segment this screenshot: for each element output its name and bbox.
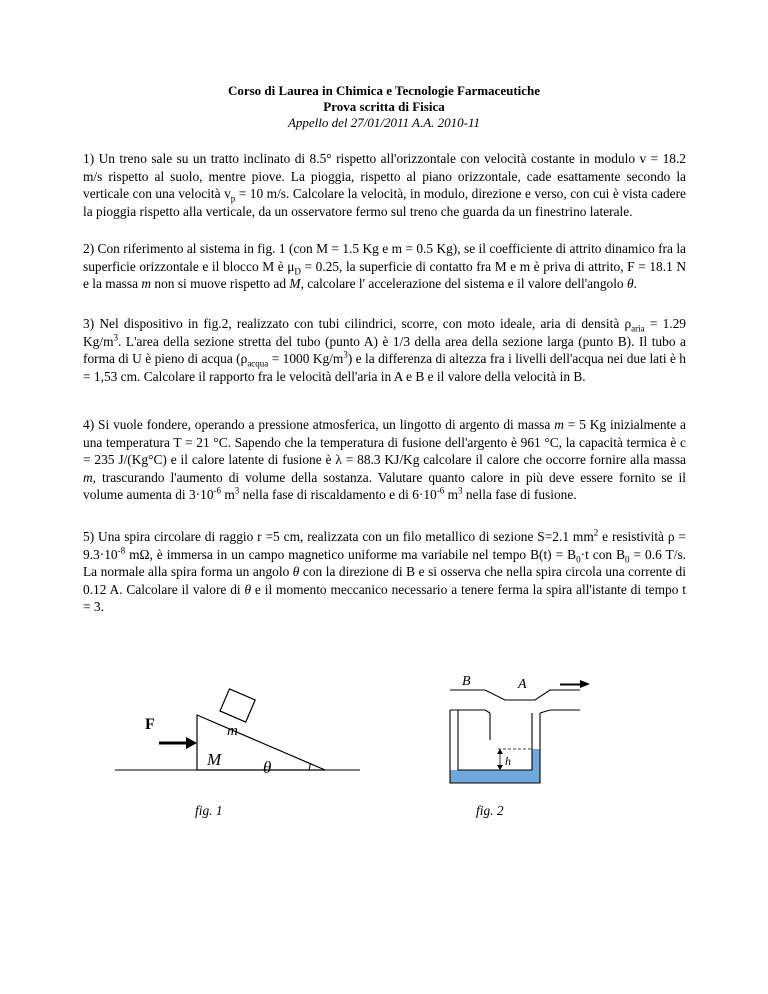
- label-A: A: [518, 677, 527, 692]
- course-title: Corso di Laurea in Chimica e Tecnologie Farmaceutiche: [227, 83, 541, 98]
- question-3: 3) Nel dispositivo in fig.2, realizzato con tubi cilindrici, scorre, con moto ideale, aria di densità $\rho_{aria} = 1.29$ $Kg/m^3$. L'area della sezione stretta del tubo (punto A) è 1/3 della area della sezione larga (punto B). Il tubo a forma di U è pieno di acqua ($\rho_{acqua} = 1000$ $Kg/m^3$) e la differenza di altezza fra i livelli dell'acqua nei due lati è h = 1,53 cm. Calcolare il rapporto fra le velocità dell'aria in A e B e il valore della velocità in B.: [83, 316, 687, 384]
- small-block-m: [220, 689, 255, 722]
- figure-1-caption: fig. 1: [195, 803, 223, 818]
- figure-1-diagram: [115, 695, 360, 815]
- venturi-tube: [450, 690, 580, 713]
- figure-2-diagram: [430, 674, 600, 785]
- label-F: F: [145, 716, 155, 733]
- water-right: [532, 749, 540, 783]
- force-arrow-head: [186, 737, 197, 749]
- flow-arrow-icon: [560, 678, 590, 690]
- water-bottom: [450, 770, 540, 783]
- figure-2-caption: fig. 2: [476, 803, 504, 818]
- question-1: 1) Un treno sale su un tratto inclinato di 8.5° rispetto all'orizzontale con velocità costante in modulo v = 18.2 m/s rispetto al suolo, mentre piove. La pioggia, rispetto al piano orizzontale, cade esattamente secondo la verticale con una velocità $v_p = 10$ m/s. Calcolare la velocità, in modulo, direzione e verso, con cui è vista cadere la pioggia rispetto alla verticale, da un osservatore fermo sul treno che guarda da un finestrino laterale.: [83, 151, 686, 219]
- exam-title: Prova scritta di Fisica: [323, 99, 445, 114]
- label-M: M: [207, 750, 222, 769]
- label-h: h: [505, 754, 511, 768]
- label-B: B: [462, 674, 471, 689]
- question-4: 4) Si vuole fondere, operando a pressione atmosferica, un lingotto di argento di massa m = 5 Kg inizialmente a una temperatura T = 21 °C. Sapendo che la temperatura di fusione dell'argento è 961 °C, la capacità termica è c = 235 J/(Kg°C) e il calore latente di fusione è λ = 88.3 KJ/Kg calcolare il calore che occorre fornire alla massa m, trascurando l'aumento di volume della sostanza. Valutare quanto calore in più deve essere fornito se il volume aumenta di $3\cdot 10^{-6}$ $m^3$ nella fase di riscaldamento e di $6\cdot 10^{-6}$ $m^3$ nella fase di fusione.: [83, 417, 686, 503]
- label-theta: θ: [263, 758, 272, 777]
- question-5: 5) Una spira circolare di raggio r =5 cm, realizzata con un filo metallico di sezione S=2.1 $mm^2$ e resistività $\rho = 9.3\cdot 10^{-8}$ mΩ, è immersa in un campo magnetico uniforme ma variabile nel tempo $B(t) = B_0\cdot t$ con $B_0 = 0.6$ T/s. La normale alla spira forma un angolo θ con la direzione di B e si osserva che nella spira circola una corrente di 0.12 A. Calcolare il valore di θ e il momento meccanico necessario a tenere ferma la spira all'istante di tempo t = 3.: [83, 527, 686, 615]
- label-m: m: [227, 723, 238, 739]
- exam-session: Appello del 27/01/2011 A.A. 2010-11: [287, 115, 481, 130]
- u-tube-manometer: [450, 710, 540, 783]
- question-2: 2) Con riferimento al sistema in fig. 1 (con M = 1.5 Kg e m = 0.5 Kg), se il coefficiente di attrito dinamico fra la superficie orizzontale e il blocco M è $\mu_D = 0.25$, la superficie di contatto fra M e m è priva di attrito, F = 18.1 N e la massa m non si muove rispetto ad M, calcolare l' accelerazione del sistema e il valore dell'angolo θ.: [83, 241, 687, 292]
- exam-header: [0, 83, 768, 131]
